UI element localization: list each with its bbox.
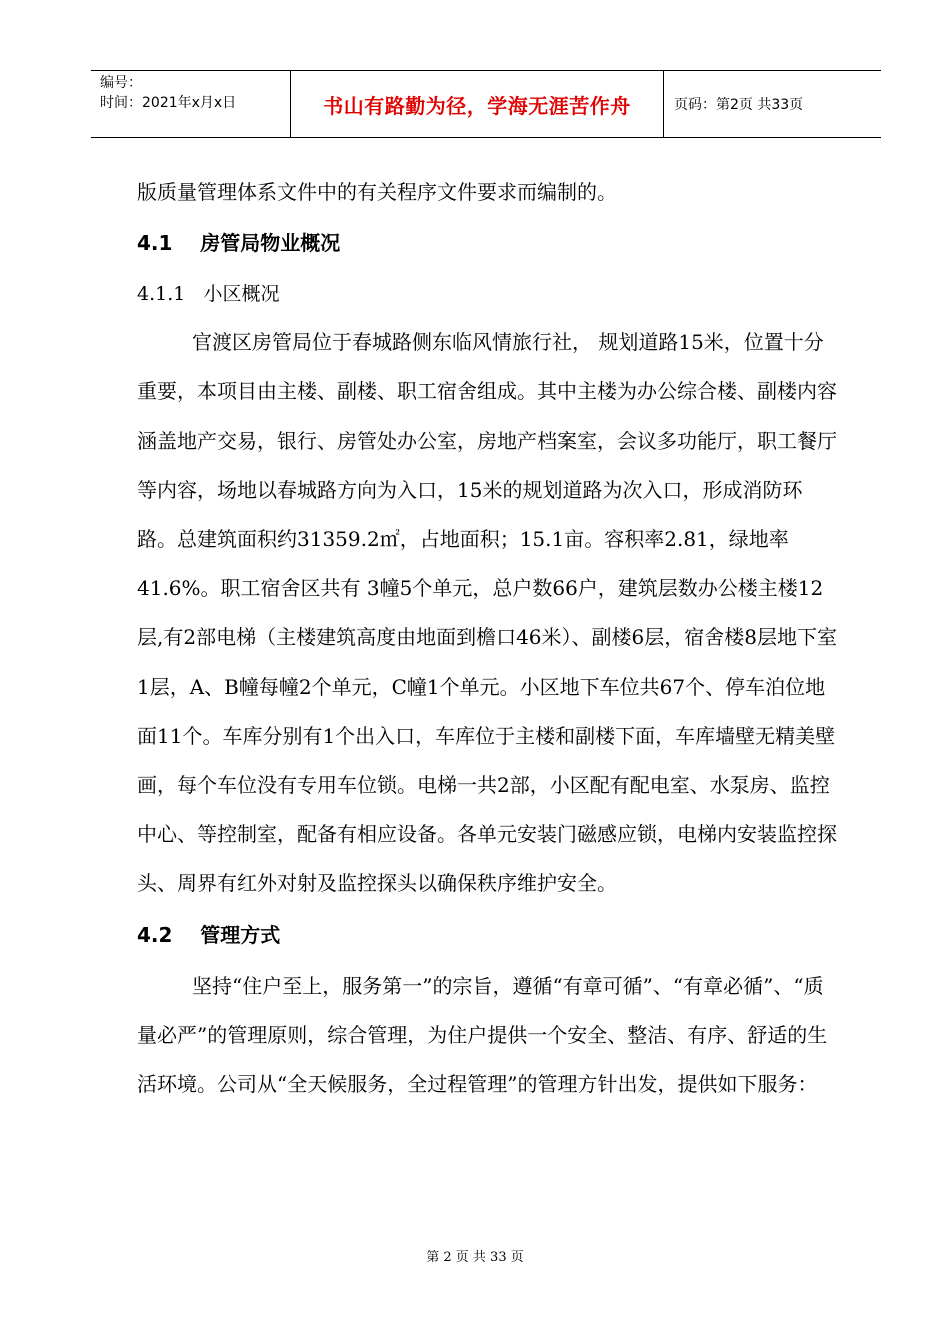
paragraph-management: 坚持“住户至上，服务第一”的宗旨，遵循“有章可循”、“有章必循”、“质量必严”的管理原则，综合管理，为住户提供一个安全、整洁、有序、舒适的生活环境。公司从“全天候服务，全过程管理”的管理方针出发，提供如下服务： [137, 973, 828, 1097]
section-heading-4-1: 4.1 房管局物业概况 [137, 231, 341, 256]
section-heading-4-1-1: 4.1.1 小区概况 [137, 283, 280, 306]
document-number-label: 编号： [100, 75, 142, 91]
paragraph-overview: 官渡区房管局位于春城路侧东临风情旅行社， 规划道路15米，位置十分重要，本项目由主楼、副楼、职工宿舍组成。其中主楼为办公综合楼、副楼内容涵盖地产交易，银行、房管处办公室，房地产档案室，会议多功能厅，职工餐厅等内容，场地以春城路方向为入口，15米的规划道路为次入口，形成消防环路。总建筑面积约31359.2㎡，占地面积；15.1亩。容积率2.81，绿地率41.6%。职工宿舍区共有 3幢5个单元，总户数66户，建筑层数办公楼主楼12层,有2部电梯（主楼建筑高度由地面到檐口46米）、副楼6层，宿舍楼8层地下室1层，A、B幢每幢2个单元，C幢1个单元。小区地下车位共67个、停车泊位地面11个。车库分别有1个出入口，车库位于主楼和副楼下面，车库墙壁无精美壁画，每个车位没有专用车位锁。电梯一共2部，小区配有配电室、水泵房、监控中心、等控制室，配备有相应设备。各单元安装门磁感应锁，电梯内安装监控探头、周界有红外对射及监控探头以确保秩序维护安全。 [137, 330, 837, 896]
section-heading-4-2: 4.2 管理方式 [137, 922, 281, 947]
header-page-info: 页码：第2页 共33页 [674, 97, 804, 113]
header-motto: 书山有路勤为径，学海无涯苦作舟 [291, 71, 664, 137]
header-meta [91, 71, 291, 137]
intro-line: 版质量管理体系文件中的有关程序文件要求而编制的。 [137, 180, 617, 204]
page-footer: 第 2 页 共 33 页 [426, 1250, 524, 1265]
document-body [137, 168, 837, 1109]
document-header [91, 70, 881, 138]
document-time-label: 时间：2021年x月x日 [100, 95, 237, 111]
